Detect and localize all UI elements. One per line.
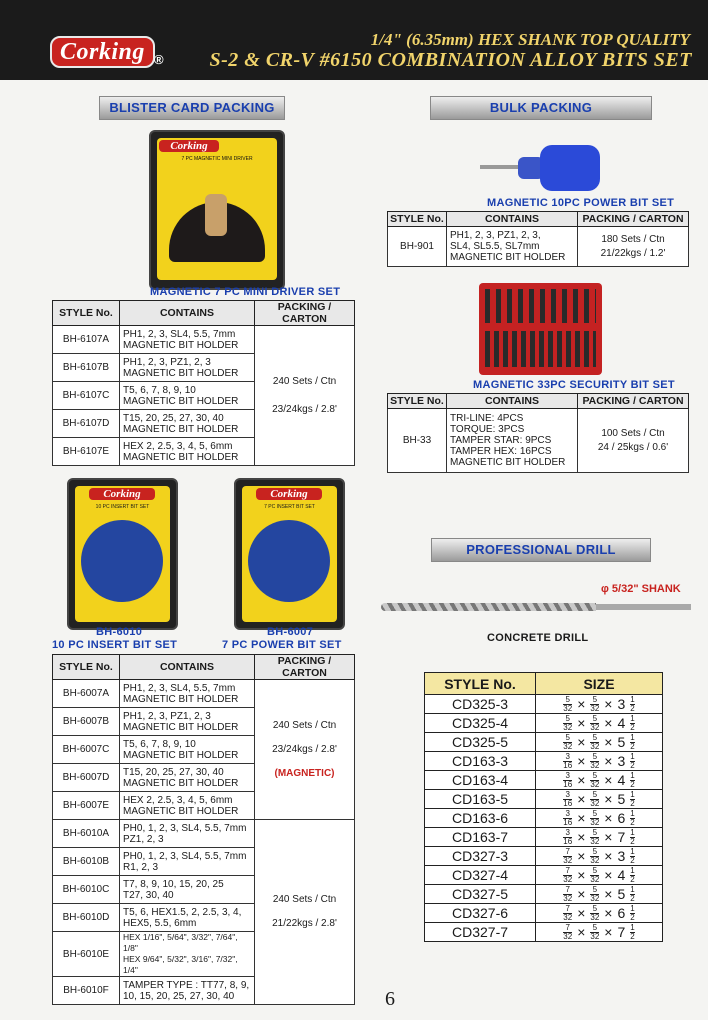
fraction: $\frac{5}{32}$ xyxy=(563,732,573,751)
size-cell: $\frac{5}{32}$ × $\frac{5}{32}$ × 4 $\frac{1}{2}$ xyxy=(536,714,663,733)
size-row xyxy=(425,790,663,809)
size-row xyxy=(425,885,663,904)
style-cell: BH-6107E xyxy=(53,438,120,466)
style-cell: BH-6007C xyxy=(53,736,120,764)
table-row xyxy=(388,227,689,267)
size-style-cell: CD327-4 xyxy=(425,866,536,885)
fraction: $\frac{5}{32}$ xyxy=(563,713,573,732)
fraction: $\frac{1}{2}$ xyxy=(630,903,635,922)
size-style-cell: CD163-3 xyxy=(425,752,536,771)
size-row xyxy=(425,847,663,866)
packing-cell xyxy=(578,227,689,267)
size-col-style: STYLE No. xyxy=(425,673,536,695)
style-cell: BH-6007D xyxy=(53,764,120,792)
size-cell: $\frac{5}{32}$ × $\frac{5}{32}$ × 5 $\frac{1}{2}$ xyxy=(536,733,663,752)
packing-qty: 100 Sets / Ctn xyxy=(601,427,665,439)
section-banner-drill: PROFESSIONAL DRILL xyxy=(431,538,651,562)
table-row xyxy=(53,680,355,708)
fraction: $\frac{7}{32}$ xyxy=(563,884,573,903)
package-title: 10 PC INSERT BIT SET xyxy=(95,504,150,510)
packing-cell xyxy=(255,326,355,466)
col-contains: CONTAINS xyxy=(120,301,255,326)
contains-cell: PH1, 2, 3, PZ1, 2, 3 MAGNETIC BIT HOLDER xyxy=(120,354,255,382)
section-banner-bulk: BULK PACKING xyxy=(430,96,652,120)
mini-driver-package-image xyxy=(149,130,285,290)
size-style-cell: CD327-6 xyxy=(425,904,536,923)
contains-cell: PH0, 1, 2, 3, SL4, 5.5, 7mm PZ1, 2, 3 xyxy=(120,820,255,848)
fraction: $\frac{1}{2}$ xyxy=(630,865,635,884)
packing-qty: 240 Sets / Ctn xyxy=(272,375,337,387)
col-packing: PACKING / CARTON xyxy=(578,212,689,227)
concrete-drill-image xyxy=(381,600,691,614)
package-title: 7 PC MAGNETIC MINI DRIVER xyxy=(181,156,253,162)
packing-weight: 23/24kgs / 2.8' xyxy=(272,403,337,415)
size-style-cell: CD325-5 xyxy=(425,733,536,752)
style-cell: BH-6107D xyxy=(53,410,120,438)
col-style: STYLE No. xyxy=(53,301,120,326)
magnetic-note: (MAGNETIC) xyxy=(274,767,335,779)
model-bh-6007: BH-6007 xyxy=(267,626,314,638)
size-style-cell: CD163-7 xyxy=(425,828,536,847)
insert-bit-package-image xyxy=(67,478,178,630)
contains-cell: TAMPER TYPE : TT77, 8, 9, 10, 15, 20, 25, 27, 30, 40 xyxy=(120,977,255,1005)
fraction: $\frac{5}{32}$ xyxy=(590,789,600,808)
contains-cell: HEX 2, 2.5, 3, 4, 5, 6mm MAGNETIC BIT HOLDER xyxy=(120,438,255,466)
packing-cell xyxy=(578,409,689,473)
style-cell: BH-6010A xyxy=(53,820,120,848)
fraction: $\frac{5}{32}$ xyxy=(590,846,600,865)
size-cell: $\frac{3}{16}$ × $\frac{5}{32}$ × 5 $\frac{1}{2}$ xyxy=(536,790,663,809)
package-brand: Corking xyxy=(89,488,155,500)
contains-cell: PH0, 1, 2, 3, SL4, 5.5, 7mm R1, 2, 3 xyxy=(120,848,255,876)
size-style-cell: CD163-4 xyxy=(425,771,536,790)
style-cell: BH-901 xyxy=(388,227,447,267)
fraction: $\frac{5}{32}$ xyxy=(563,694,573,713)
fraction: $\frac{1}{2}$ xyxy=(630,751,635,770)
fraction: $\frac{7}{32}$ xyxy=(563,865,573,884)
contains-cell: T5, 6, 7, 8, 9, 10 MAGNETIC BIT HOLDER xyxy=(120,736,255,764)
contains-cell: TRI-LINE: 4PCS TORQUE: 3PCS TAMPER STAR: 9PCS TAMPER HEX: 16PCS MAGNETIC BIT HOLDER xyxy=(447,409,578,473)
fraction: $\frac{1}{2}$ xyxy=(630,770,635,789)
contains-cell: T15, 20, 25, 27, 30, 40 MAGNETIC BIT HOLDER xyxy=(120,764,255,792)
size-cell: $\frac{3}{16}$ × $\frac{5}{32}$ × 7 $\frac{1}{2}$ xyxy=(536,828,663,847)
security-bit-set-image xyxy=(479,283,602,375)
shank-label: φ 5/32" SHANK xyxy=(601,583,681,595)
packing-cell xyxy=(255,820,355,1005)
style-cell: BH-6010F xyxy=(53,977,120,1005)
security-bit-spec-table xyxy=(387,393,689,473)
packing-weight: 23/24kgs / 2.8' xyxy=(272,743,337,755)
size-row xyxy=(425,714,663,733)
contains-cell: PH1, 2, 3, SL4, 5.5, 7mm MAGNETIC BIT HOLDER xyxy=(120,680,255,708)
model-bh-6010: BH-6010 xyxy=(96,626,143,638)
drill-size-table xyxy=(424,672,663,942)
fraction: $\frac{5}{32}$ xyxy=(590,884,600,903)
size-style-cell: CD327-3 xyxy=(425,847,536,866)
style-cell: BH-6107A xyxy=(53,326,120,354)
col-style: STYLE No. xyxy=(53,655,120,680)
concrete-drill-caption: CONCRETE DRILL xyxy=(487,632,589,644)
package-title: 7 PC INSERT BIT SET xyxy=(264,504,315,510)
style-cell: BH-33 xyxy=(388,409,447,473)
size-cell: $\frac{3}{16}$ × $\frac{5}{32}$ × 3 $\frac{1}{2}$ xyxy=(536,752,663,771)
size-cell: $\frac{3}{16}$ × $\frac{5}{32}$ × 4 $\frac{1}{2}$ xyxy=(536,771,663,790)
col-contains: CONTAINS xyxy=(447,394,578,409)
contains-cell: T5, 6, HEX1.5, 2, 2.5, 3, 4, HEX5, 5.5, 6mm xyxy=(120,904,255,932)
size-style-cell: CD327-7 xyxy=(425,923,536,942)
title-line-1: 1/4" (6.35mm) HEX SHANK TOP QUALITY xyxy=(370,30,690,49)
blister-spec-table xyxy=(52,654,355,1005)
fraction: $\frac{1}{2}$ xyxy=(630,846,635,865)
fraction: $\frac{1}{2}$ xyxy=(630,694,635,713)
contains-cell: T5, 6, 7, 8, 9, 10 MAGNETIC BIT HOLDER xyxy=(120,382,255,410)
size-row xyxy=(425,752,663,771)
col-style: STYLE No. xyxy=(388,212,447,227)
contains-cell: PH1, 2, 3, PZ1, 2, 3 MAGNETIC BIT HOLDER xyxy=(120,708,255,736)
col-packing: PACKING / CARTON xyxy=(255,655,355,680)
style-cell: BH-6107B xyxy=(53,354,120,382)
packing-weight: 24 / 25kgs / 0.6' xyxy=(597,441,669,453)
size-row xyxy=(425,904,663,923)
size-row xyxy=(425,771,663,790)
size-style-cell: CD325-3 xyxy=(425,695,536,714)
size-cell: $\frac{3}{16}$ × $\frac{5}{32}$ × 6 $\frac{1}{2}$ xyxy=(536,809,663,828)
size-cell: $\frac{5}{32}$ × $\frac{5}{32}$ × 3 $\frac{1}{2}$ xyxy=(536,695,663,714)
size-row xyxy=(425,733,663,752)
contains-cell: T15, 20, 25, 27, 30, 40 MAGNETIC BIT HOLDER xyxy=(120,410,255,438)
fraction: $\frac{1}{2}$ xyxy=(630,713,635,732)
fraction: $\frac{5}{32}$ xyxy=(590,694,600,713)
title-line-2: S-2 & CR-V #6150 COMBINATION ALLOY BITS SET xyxy=(209,49,692,71)
packing-qty: 240 Sets / Ctn xyxy=(272,719,337,731)
package-brand: Corking xyxy=(159,140,219,152)
size-style-cell: CD325-4 xyxy=(425,714,536,733)
packing-cell xyxy=(255,680,355,820)
style-cell: BH-6010D xyxy=(53,904,120,932)
power-bit-set-caption: MAGNETIC 10PC POWER BIT SET xyxy=(487,197,675,209)
fraction: $\frac{1}{2}$ xyxy=(630,789,635,808)
size-style-cell: CD163-6 xyxy=(425,809,536,828)
fraction: $\frac{1}{2}$ xyxy=(630,808,635,827)
size-cell: $\frac{7}{32}$ × $\frac{5}{32}$ × 6 $\frac{1}{2}$ xyxy=(536,904,663,923)
packing-weight: 21/22kgs / 2.8' xyxy=(272,918,337,929)
size-style-cell: CD327-5 xyxy=(425,885,536,904)
table-row xyxy=(53,820,355,848)
fraction: $\frac{5}{32}$ xyxy=(590,808,600,827)
packing-qty: 240 Sets / Ctn xyxy=(272,894,337,905)
registered-mark: ® xyxy=(154,52,164,67)
size-row xyxy=(425,828,663,847)
fraction: $\frac{7}{32}$ xyxy=(563,922,573,941)
power-bit-driver-image xyxy=(480,143,620,193)
insert-bit-caption: 10 PC INSERT BIT SET xyxy=(52,639,178,651)
size-cell: $\frac{7}{32}$ × $\frac{5}{32}$ × 5 $\frac{1}{2}$ xyxy=(536,885,663,904)
security-bit-set-caption: MAGNETIC 33PC SECURITY BIT SET xyxy=(473,379,675,391)
col-contains: CONTAINS xyxy=(120,655,255,680)
table-row xyxy=(388,409,689,473)
fraction: $\frac{5}{32}$ xyxy=(590,827,600,846)
table-row xyxy=(53,326,355,354)
fraction: $\frac{3}{16}$ xyxy=(563,827,573,846)
style-cell: BH-6007A xyxy=(53,680,120,708)
fraction: $\frac{1}{2}$ xyxy=(630,922,635,941)
fraction: $\frac{5}{32}$ xyxy=(590,713,600,732)
col-style: STYLE No. xyxy=(388,394,447,409)
size-row xyxy=(425,809,663,828)
contains-cell: HEX 1/16", 5/64", 3/32", 7/64", 1/8" HEX 9/64", 5/32", 3/16", 7/32", 1/4" xyxy=(120,932,255,977)
col-packing: PACKING / CARTON xyxy=(578,394,689,409)
style-cell: BH-6107C xyxy=(53,382,120,410)
contains-cell: PH1, 2, 3, PZ1, 2, 3, SL4, SL5.5, SL7mm MAGNETIC BIT HOLDER xyxy=(447,227,578,267)
fraction: $\frac{5}{32}$ xyxy=(590,922,600,941)
col-packing: PACKING / CARTON xyxy=(255,301,355,326)
fraction: $\frac{5}{32}$ xyxy=(590,751,600,770)
size-row xyxy=(425,695,663,714)
fraction: $\frac{7}{32}$ xyxy=(563,846,573,865)
power-bit-package-image xyxy=(234,478,345,630)
package-brand: Corking xyxy=(256,488,322,500)
fraction: $\frac{7}{32}$ xyxy=(563,903,573,922)
style-cell: BH-6007E xyxy=(53,792,120,820)
power-bit-caption: 7 PC POWER BIT SET xyxy=(222,639,342,651)
fraction: $\frac{5}{32}$ xyxy=(590,865,600,884)
size-cell: $\frac{7}{32}$ × $\frac{5}{32}$ × 3 $\frac{1}{2}$ xyxy=(536,847,663,866)
contains-cell: PH1, 2, 3, SL4, 5.5, 7mm MAGNETIC BIT HOLDER xyxy=(120,326,255,354)
fraction: $\frac{3}{16}$ xyxy=(563,770,573,789)
size-style-cell: CD163-5 xyxy=(425,790,536,809)
size-cell: $\frac{7}{32}$ × $\frac{5}{32}$ × 4 $\frac{1}{2}$ xyxy=(536,866,663,885)
fraction: $\frac{3}{16}$ xyxy=(563,789,573,808)
contains-cell: HEX 2, 2.5, 3, 4, 5, 6mm MAGNETIC BIT HOLDER xyxy=(120,792,255,820)
fraction: $\frac{5}{32}$ xyxy=(590,732,600,751)
power-bit-spec-table xyxy=(387,211,689,267)
mini-driver-caption: MAGNETIC 7 PC MINI DRIVER SET xyxy=(150,286,341,298)
fraction: $\frac{1}{2}$ xyxy=(630,732,635,751)
size-row xyxy=(425,923,663,942)
packing-weight: 21/22kgs / 1.2' xyxy=(600,247,666,259)
mini-driver-spec-table xyxy=(52,300,355,466)
page-number: 6 xyxy=(385,988,395,1010)
size-col-size: SIZE xyxy=(536,673,663,695)
size-cell: $\frac{7}{32}$ × $\frac{5}{32}$ × 7 $\frac{1}{2}$ xyxy=(536,923,663,942)
col-contains: CONTAINS xyxy=(447,212,578,227)
fraction: $\frac{3}{16}$ xyxy=(563,751,573,770)
style-cell: BH-6010B xyxy=(53,848,120,876)
size-row xyxy=(425,866,663,885)
packing-qty: 180 Sets / Ctn xyxy=(601,233,665,245)
fraction: $\frac{1}{2}$ xyxy=(630,827,635,846)
fraction: $\frac{1}{2}$ xyxy=(630,884,635,903)
fraction: $\frac{5}{32}$ xyxy=(590,903,600,922)
fraction: $\frac{3}{16}$ xyxy=(563,808,573,827)
fraction: $\frac{5}{32}$ xyxy=(590,770,600,789)
style-cell: BH-6010C xyxy=(53,876,120,904)
brand-logo: Corking xyxy=(50,36,155,68)
contains-cell: T7, 8, 9, 10, 15, 20, 25 T27, 30, 40 xyxy=(120,876,255,904)
style-cell: BH-6007B xyxy=(53,708,120,736)
section-banner-blister: BLISTER CARD PACKING xyxy=(99,96,285,120)
style-cell: BH-6010E xyxy=(53,932,120,977)
